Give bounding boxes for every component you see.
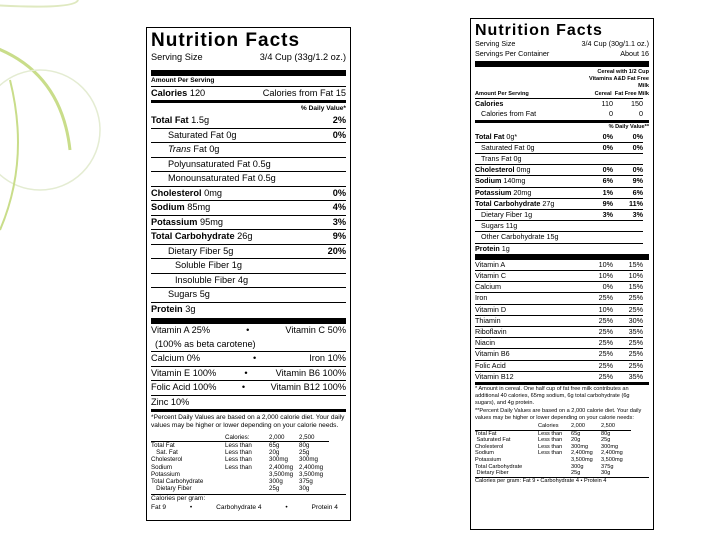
nutrient-dv-cereal — [587, 231, 613, 242]
nutrient-dv-cereal — [587, 243, 613, 254]
table-cell: 65g — [269, 442, 280, 450]
label-title: Nutrition Facts — [475, 22, 603, 39]
vitamin-row — [151, 338, 346, 352]
table-cell: 300mg — [601, 443, 619, 450]
vitamin-list — [475, 260, 649, 382]
nutrient-label — [475, 198, 587, 209]
nutrient-label — [168, 158, 271, 172]
nutrient-label — [475, 231, 587, 242]
vitamin-dv: 25% — [587, 326, 613, 337]
table-cell: Less than — [538, 443, 563, 450]
footnote-amount: * Amount in cereal. One half cup of fat free milk contributes an additional 40 calories, 65mg sodium, 6g total carbohydrate (6g sugars), and 4g protein. — [475, 386, 630, 407]
nutrient-amount: 4g — [237, 274, 249, 285]
nutrient-label — [151, 303, 195, 317]
nutrient-dv-cereal: 9% — [587, 198, 613, 209]
table-cell: 30g — [299, 485, 310, 493]
nutrient-amount: 0g — [513, 154, 522, 163]
table-cell: 3,500mg — [269, 470, 294, 478]
nutrient-label — [168, 288, 210, 302]
table-cell: 300mg — [571, 443, 589, 450]
vitamin-row — [151, 366, 346, 381]
table-cell: Less than — [225, 449, 252, 457]
bullet: • — [244, 367, 248, 378]
vitamin-dv: 25% — [587, 315, 613, 326]
nutrient-dv-milk: 0% — [632, 131, 643, 141]
nutrient-row — [151, 215, 346, 230]
nutrient-label — [151, 216, 223, 230]
nutrient-row — [151, 302, 346, 317]
nutrient-dv-milk — [613, 243, 643, 254]
daily-value-header: % Daily Value** — [608, 123, 649, 130]
table-cell: 3,500mg — [571, 457, 593, 464]
vitamin-row — [151, 351, 346, 366]
nutrient-row — [151, 171, 346, 186]
nutrient-dv-milk — [613, 231, 643, 242]
nutrient-amount: 27g — [542, 198, 555, 208]
vitamin-dv: 15% — [613, 281, 643, 292]
table-cell: 300mg — [299, 456, 318, 464]
vitamin-name: Niacin — [475, 337, 587, 348]
nutrient-label — [475, 209, 587, 220]
vitamin-dv: 30% — [613, 315, 643, 326]
table-cell: 2,400mg — [299, 463, 324, 471]
table-cell: Less than — [538, 437, 563, 444]
servings-per-container-row: Servings Per Container About 16 — [475, 49, 649, 59]
nutrient-label — [175, 274, 248, 288]
table-cell — [538, 470, 571, 477]
table-cell: Less than — [225, 463, 252, 471]
nutrient-label — [475, 132, 587, 142]
nutrient-dv: 0% — [332, 187, 346, 198]
vitamin-name: Riboflavin — [475, 326, 587, 337]
nutrient-dv-milk — [613, 153, 643, 164]
vitamin-name: Folic Acid — [475, 360, 587, 371]
nutrient-dv-cereal — [587, 153, 613, 164]
nutrient-label — [475, 175, 587, 186]
table-cell: 3,500mg — [299, 470, 324, 478]
nutrient-name: Insoluble Fiber — [175, 274, 236, 285]
vitamin-dv: 25% — [587, 371, 613, 382]
nutrient-amount: 140mg — [503, 176, 526, 186]
nutrient-dv-cereal: 6% — [587, 175, 613, 186]
nutrient-name: Total Fat — [151, 115, 189, 125]
table-cell: Less than — [538, 450, 563, 457]
vitamin-name: Vitamin C — [475, 270, 587, 281]
nutrient-amount: 0mg — [516, 165, 531, 175]
vitamin-right: Vitamin C 50% — [285, 325, 346, 335]
nutrient-dv: 3% — [332, 216, 346, 227]
vitamin-left: (100% as beta carotene) — [155, 338, 256, 349]
vitamin-dv: 25% — [613, 348, 643, 359]
table-cell: 80g — [299, 442, 310, 450]
nutrient-label — [168, 129, 236, 143]
nutrient-name: Total Carbohydrate — [151, 231, 235, 241]
calories-per-gram-values — [151, 504, 346, 512]
nutrient-row — [151, 200, 346, 215]
vitamin-dv: 25% — [587, 337, 613, 348]
nutrient-dv: 0% — [332, 129, 346, 140]
table-cell: 25g — [571, 470, 581, 477]
vitamin-left: Calcium 0% — [151, 353, 201, 363]
nutrient-dv-cereal: 0% — [587, 164, 613, 175]
nutrient-row — [151, 244, 346, 259]
vitamin-dv: 10% — [613, 270, 643, 281]
nutrient-row — [151, 157, 346, 172]
table-cell: Cholesterol — [151, 456, 183, 464]
table-cell: Less than — [225, 442, 252, 450]
nutrient-dv-cereal: 3% — [587, 209, 613, 220]
vitamin-dv: 25% — [587, 360, 613, 371]
vitamin-right: Iron 10% — [309, 353, 346, 363]
nutrient-amount: 0g — [226, 129, 237, 140]
nutrient-amount: 3g — [185, 303, 196, 314]
vitamin-dv: 10% — [598, 259, 613, 269]
nutrient-amount: 11g — [505, 221, 518, 231]
table-cell: Total Fat — [151, 442, 175, 450]
nutrient-name: Sodium — [475, 176, 502, 186]
table-cell — [538, 457, 571, 464]
nutrition-label-right — [470, 18, 654, 530]
daily-values-table — [151, 434, 346, 493]
vitamin-row — [151, 324, 346, 338]
table-cell: 25g — [299, 449, 310, 457]
vitamin-name: Vitamin B6 — [475, 348, 587, 359]
nutrient-dv: 2% — [332, 115, 346, 125]
nutrient-name: Saturated Fat — [481, 142, 525, 152]
nutrient-dv-milk: 3% — [613, 209, 643, 220]
table-cell: 2,000 — [571, 423, 601, 431]
nutrient-row — [151, 229, 346, 244]
table-cell: Calories — [538, 423, 571, 431]
calories-per-gram: Calories per gram: Fat 9 • Carbohydrate 4 • Protein 4 — [475, 477, 607, 484]
nutrient-row — [151, 258, 346, 273]
bullet: • — [253, 353, 257, 363]
milk-column-header: Cereal with 1/2 Cup Vitamins A&D Fat Free Milk — [589, 69, 649, 89]
serving-size-row: Serving Size 3/4 Cup (30g/1.1 oz.) — [475, 39, 649, 48]
table-cell: 25g — [269, 485, 280, 493]
nutrient-name: Trans — [168, 144, 191, 154]
nutrient-dv-milk: 0% — [613, 164, 643, 175]
nutrient-amount: 5g — [199, 289, 210, 299]
nutrient-name: Dietary Fiber — [168, 245, 221, 256]
nutrient-label — [475, 243, 587, 254]
nutrient-label — [475, 220, 587, 231]
vitamin-left: Vitamin A 25% — [151, 325, 211, 335]
nutrient-amount: 20mg — [513, 187, 532, 197]
nutrient-label — [151, 114, 209, 128]
table-cell: 3,500mg — [601, 457, 623, 464]
table-cell: 2,400mg — [601, 450, 623, 457]
nutrient-amount: 26g — [237, 231, 253, 241]
table-cell: Saturated Fat — [475, 437, 511, 444]
daily-value-header: % Daily Value* — [300, 105, 346, 112]
nutrient-label — [168, 143, 219, 157]
table-cell: 2,500 — [601, 423, 631, 431]
nutrient-name: Trans Fat — [481, 154, 512, 163]
nutrient-name: Polyunsaturated Fat — [168, 158, 251, 169]
table-cell: Total Carbohydrate — [151, 478, 204, 486]
table-cell: 30g — [601, 470, 611, 477]
nutrient-amount: 5g — [223, 245, 234, 256]
table-cell: 65g — [571, 430, 581, 437]
table-cell: 2,400mg — [571, 450, 593, 457]
column-header-row: Amount Per Serving Cereal Fat Free Milk — [475, 91, 649, 98]
nutrient-row — [151, 273, 346, 288]
table-cell: Potassium — [475, 457, 502, 464]
nutrient-list — [151, 114, 346, 316]
nutrient-row — [151, 114, 346, 128]
nutrient-label — [475, 153, 587, 164]
table-cell — [225, 478, 269, 485]
vitamin-dv: 25% — [613, 360, 643, 371]
nutrient-dv-milk: 11% — [613, 198, 643, 209]
vitamin-dv: 25% — [613, 337, 643, 348]
serving-size-row: Serving Size 3/4 Cup (33g/1.2 oz.) — [151, 52, 346, 62]
nutrient-name: Saturated Fat — [168, 129, 224, 140]
vitamin-right: Vitamin B6 100% — [275, 367, 346, 378]
nutrient-label — [475, 164, 587, 175]
nutrient-amount: 0mg — [204, 187, 222, 198]
table-cell: 300g — [269, 478, 283, 486]
nutrient-name: Sodium — [151, 202, 185, 212]
nutrient-name: Total Carbohydrate — [475, 198, 541, 208]
vitamin-left: Folic Acid 100% — [151, 382, 217, 392]
nutrient-name: Dietary Fiber — [481, 210, 523, 220]
table-cell: Sat. Fat — [151, 449, 178, 457]
vitamin-dv: 10% — [587, 270, 613, 281]
nutrient-amount: 1g — [231, 260, 242, 270]
calories-table: Calories 110 150 Calories from Fat 0 0 — [475, 99, 643, 119]
nutrient-name: Protein — [475, 243, 500, 253]
vitamin-dv: 25% — [587, 348, 613, 359]
vitamin-dv: 15% — [628, 259, 643, 269]
calories-per-gram-item: Fat 9 — [151, 503, 167, 511]
nutrient-name: Total Fat — [475, 131, 505, 141]
table-cell: 80g — [601, 430, 611, 437]
vitamin-left: Vitamin E 100% — [151, 367, 217, 378]
nutrient-label — [168, 172, 276, 186]
table-cell — [475, 423, 538, 431]
vitamin-name: Vitamin A — [475, 259, 506, 269]
nutrient-dv-cereal: 0% — [587, 142, 613, 153]
nutrient-amount: 85mg — [187, 202, 211, 212]
nutrient-label — [151, 201, 210, 215]
table-cell: Total Carbohydrate — [475, 463, 523, 470]
nutrient-name: Sugars — [481, 221, 504, 231]
nutrient-label — [151, 230, 252, 244]
nutrient-name: Protein — [151, 303, 183, 314]
footnote-daily-values: **Percent Daily Values are based on a 2,000 calorie diet. Your daily values may be higher or lower depending on your calorie needs: — [475, 408, 642, 422]
nutrient-dv: 4% — [332, 202, 346, 212]
table-cell: 25g — [601, 437, 611, 444]
table-cell: 300g — [571, 463, 584, 470]
nutrient-amount: 1g — [524, 210, 533, 220]
table-cell — [225, 485, 269, 492]
table-cell: 20g — [571, 437, 581, 444]
table-cell: 375g — [299, 478, 313, 486]
table-cell: 375g — [601, 463, 614, 470]
table-cell: Total Fat — [475, 430, 497, 437]
nutrient-row — [151, 186, 346, 201]
table-cell — [538, 464, 571, 471]
table-cell: 20g — [269, 449, 280, 457]
nutrient-amount: 0.5g — [252, 158, 271, 169]
nutrient-amount: 0g* — [506, 131, 518, 141]
nutrient-dv-milk: 0% — [613, 142, 643, 153]
nutrition-label-left — [146, 27, 351, 521]
vitamin-dv: 0% — [587, 281, 613, 292]
table-cell: Calories: — [225, 434, 269, 442]
table-cell: Potassium — [151, 470, 180, 478]
vitamin-name: Vitamin B12 — [475, 371, 587, 382]
nutrient-amount: 1.5g — [191, 115, 210, 125]
nutrient-name: Soluble Fiber — [175, 260, 230, 270]
nutrient-amount: 15g — [546, 232, 559, 242]
vitamin-dv: 25% — [587, 292, 613, 303]
vitamin-dv: 35% — [613, 371, 643, 382]
nutrient-name: Cholesterol — [151, 187, 202, 198]
calories-per-gram-item: Protein 4 — [311, 503, 338, 511]
nutrient-name: Monounsaturated Fat — [168, 173, 256, 183]
table-cell: 2,000 — [269, 434, 299, 442]
amount-per-serving: Amount Per Serving — [151, 76, 215, 84]
vitamin-name: Vitamin D — [475, 304, 587, 315]
nutrient-row — [151, 142, 346, 157]
bullet: • — [241, 382, 246, 392]
nutrient-amount: 0g — [526, 142, 535, 152]
table-cell: Dietary Fiber — [475, 470, 509, 477]
table-cell — [151, 434, 225, 442]
nutrient-dv-cereal — [587, 220, 613, 231]
vitamin-dv: 25% — [613, 304, 643, 315]
decorative-curves — [0, 0, 120, 546]
nutrient-label — [475, 187, 587, 198]
vitamin-right: Vitamin B12 100% — [270, 382, 346, 392]
vitamin-name: Calcium — [475, 281, 587, 292]
vitamin-left: Zinc 10% — [151, 396, 190, 407]
nutrient-row — [151, 287, 346, 302]
nutrient-row — [151, 128, 346, 143]
vitamin-dv: 25% — [613, 292, 643, 303]
calories-per-gram-item: • — [189, 503, 193, 511]
vitamin-row — [151, 395, 346, 410]
nutrient-name: Other Carbohydrate — [481, 232, 545, 242]
vitamin-dv: 10% — [587, 304, 613, 315]
nutrient-label — [175, 259, 242, 273]
vitamin-row — [151, 380, 346, 395]
table-cell: Less than — [225, 456, 252, 464]
nutrient-dv: 20% — [327, 245, 346, 256]
nutrient-dv-cereal: 0% — [602, 131, 613, 141]
nutrient-amount: Fat 0g — [193, 144, 220, 154]
vitamin-dv: 35% — [613, 326, 643, 337]
calories-per-gram-item: Carbohydrate 4 — [216, 503, 262, 511]
table-cell: Sodium — [475, 450, 494, 457]
vitamin-name: Iron — [475, 292, 587, 303]
nutrient-dv-milk: 9% — [613, 175, 643, 186]
nutrient-name: Sugars — [168, 289, 198, 299]
table-cell — [225, 471, 269, 478]
calories-per-gram: Calories per gram: — [151, 495, 206, 503]
nutrient-dv-cereal: 1% — [587, 187, 613, 198]
nutrient-label — [475, 142, 587, 153]
nutrient-label — [168, 245, 233, 259]
nutrient-name: Cholesterol — [475, 165, 515, 175]
calories-row: Calories 120 Calories from Fat 15 — [151, 86, 346, 101]
table-cell: 300mg — [269, 456, 288, 464]
calories-per-gram-item: • — [285, 503, 288, 511]
nutrient-name: Potassium — [151, 216, 198, 227]
table-cell: 2,500 — [299, 434, 329, 442]
nutrient-dv-milk — [613, 220, 643, 231]
nutrient-amount: 0.5g — [257, 173, 276, 183]
table-cell: Less than — [538, 430, 563, 437]
table-cell: Cholesterol — [475, 443, 504, 450]
vitamin-list — [151, 324, 346, 409]
daily-values-table — [475, 423, 649, 477]
table-cell: Dietary Fiber — [151, 485, 192, 493]
nutrient-dv: 9% — [332, 231, 346, 241]
footnote: *Percent Daily Values are based on a 2,000 calorie diet. Your daily values may be higher or lower depending on your calorie needs. — [151, 414, 345, 430]
nutrient-amount: 1g — [501, 243, 510, 253]
table-cell: Sodium — [151, 463, 172, 471]
nutrient-list — [475, 132, 649, 254]
table-cell: 2,400mg — [269, 463, 294, 471]
label-title: Nutrition Facts — [151, 30, 301, 51]
vitamin-name: Thiamin — [475, 315, 587, 326]
nutrient-label — [151, 187, 222, 201]
nutrient-amount: 95mg — [200, 216, 224, 227]
bullet: • — [246, 325, 250, 335]
nutrient-dv-milk: 6% — [613, 187, 643, 198]
nutrient-name: Potassium — [475, 187, 512, 197]
